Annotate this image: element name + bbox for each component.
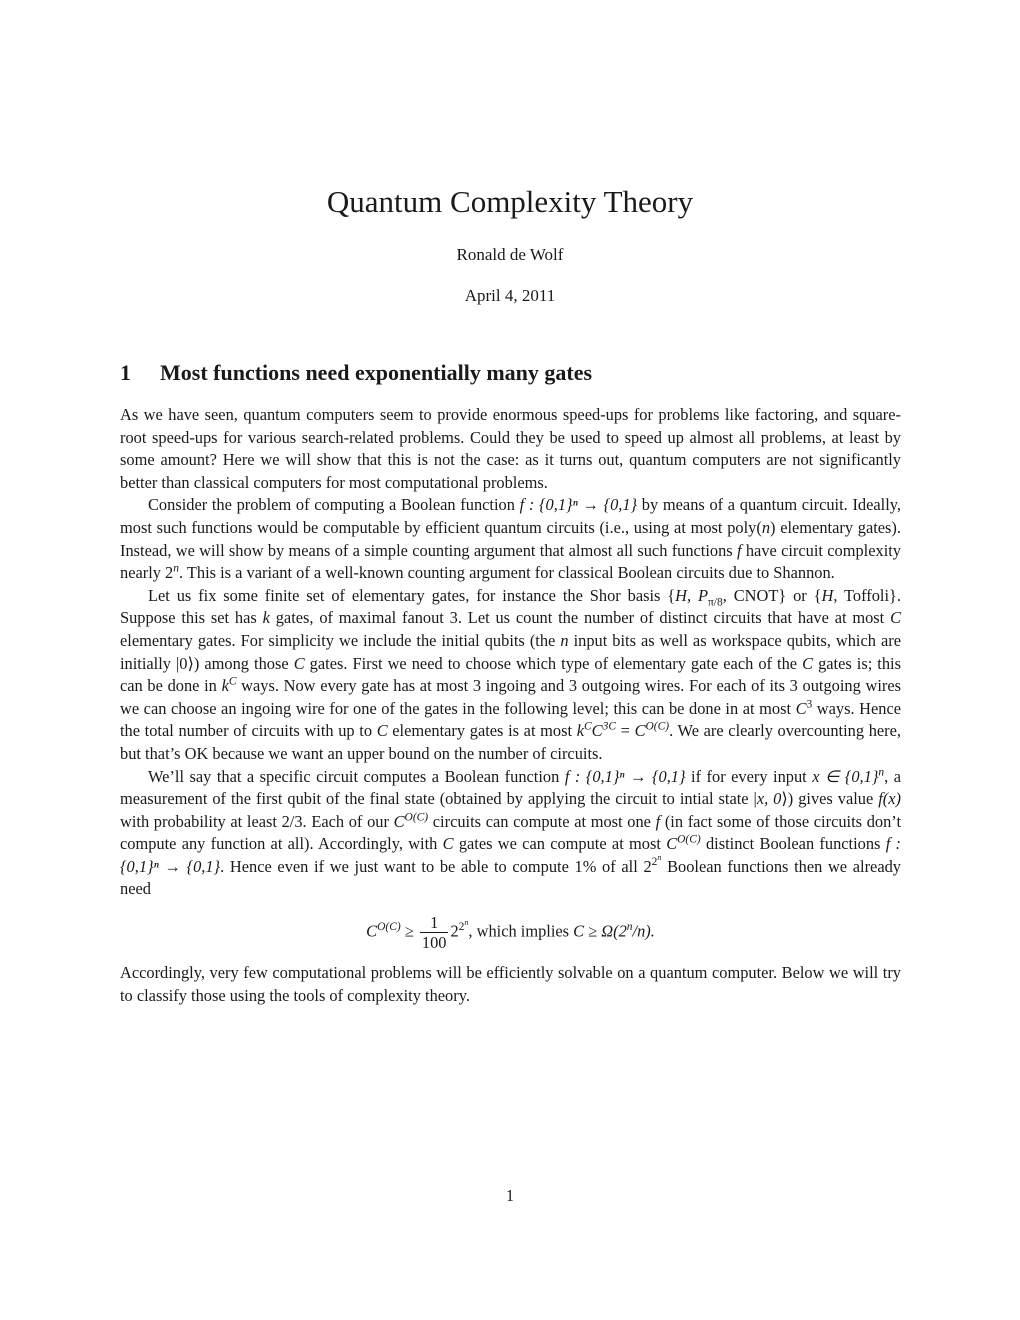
section-number: 1	[120, 360, 131, 385]
section-title: Most functions need exponentially many gates	[160, 360, 593, 385]
paper-title: Quantum Complexity Theory	[326, 184, 694, 219]
paragraph-2: Consider the problem of computing a Boolean function f : {0,1}ⁿ → {0,1} by means of a quantum circuit. Ideally, most such functions would be computable by efficient quantum circuits (i.e., using at most poly(n) elementary gates). Instead, we will show by means of a simple counting argument that almost all such functions f have circuit complexity nearly 2$^n$. This is a variant of a well-known counting argument for classical Boolean circuits due to Shannon.	[120, 495, 902, 583]
display-equation: $C^{O(C)}$ ≥ $\frac{1}{100}$ $2^{2^n}$, which implies $C \ge \Omega(2^n/n)$.	[366, 913, 655, 953]
fraction: $\frac{1}{100}$	[421, 913, 447, 953]
paragraph-4: We’ll say that a specific circuit computes a Boolean function f : {0,1}ⁿ → {0,1} if for every input x ∈ $\{0,1\}^n$, a measurement of the first qubit of the final state (obtained by applying the circuit to intial state |x, 0⟩) gives value f(x) with probability at least 2/3. Each of our $C^{O(C)}$ circuits can compute at most one f (in fact some of those circuits don’t compute any function at all). Accordingly, with C gates we can compute at most $C^{O(C)}$ distinct Boolean functions f : {0,1}ⁿ → {0,1}. Hence even if we just want to be able to compute 1% of all $2^{2^n}$ Boolean functions then we already need	[120, 766, 902, 899]
paragraph-5: Accordingly, very few computational problems will be efficiently solvable on a quantum computer. Below we will try to classify those using the tools of complexity theory.	[120, 963, 901, 1005]
page-number: 1	[505, 1186, 515, 1205]
section-heading	[120, 360, 920, 386]
paper-date: April 4, 2011	[464, 286, 556, 305]
paragraph-3: Let us fix some finite set of elementary gates, for instance the Shor basis {H, $P_{\pi/8}$, CNOT} or {H, Toffoli}. Suppose this set has k gates, of maximal fanout 3. Let us count the number of distinct circuits that have at most C elementary gates. For simplicity we include the initial qubits (the n input bits as well as workspace qubits, which are initially |0⟩) among those C gates. First we need to choose which type of elementary gate each of the C gates is; this can be done in $k^C$ ways. Now every gate has at most 3 ingoing and 3 outgoing wires. For each of its 3 outgoing wires we can choose an ingoing wire for one of the gates in the following level; this can be done in at most $C^3$ ways. Hence the total number of circuits with up to C elementary gates is at most $k^CC^{3C} = C^{O(C)}$. We are clearly overcounting here, but that’s OK because we want an upper bound on the number of circuits.	[120, 585, 902, 763]
math-f-map: f : {0,1}ⁿ → {0,1}	[519, 495, 638, 515]
author-name: Ronald de Wolf	[456, 245, 564, 264]
section-body	[120, 404, 901, 1007]
paragraph-1: As we have seen, quantum computers seem to provide enormous speed-ups for problems like factoring, and square-root speed-ups for various search-related problems. Could they be used to speed up almost all problems, at least by some amount? Here we will show that this is not the case: as it turns out, quantum computers are not significantly better than classical computers for most computational problems.	[120, 405, 901, 492]
